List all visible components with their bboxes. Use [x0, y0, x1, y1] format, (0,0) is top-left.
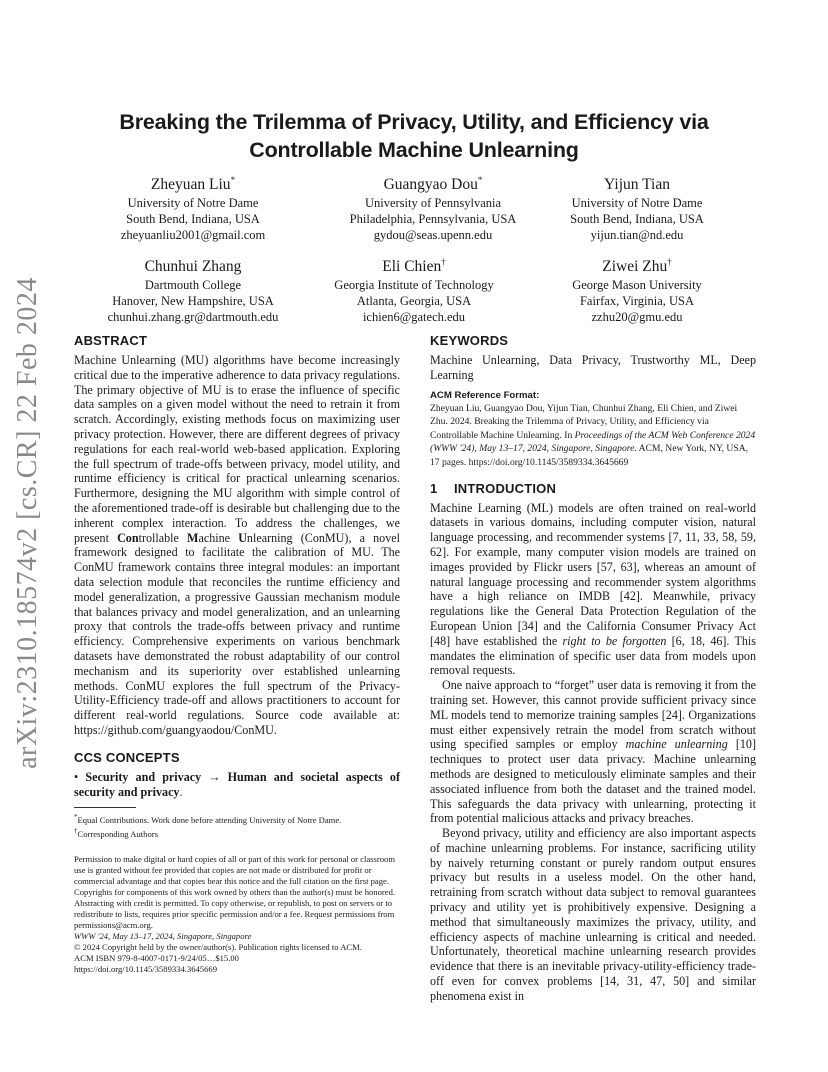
permission-text: Permission to make digital or hard copies of all or part of this work for personal or classroom use is granted without fee provided that copies are not made or distributed for profit or commercial advantage and that copies bear this notice and the full citation on the first page. Copyrights for components of this work owned by others than the author(s) must be honored. Abstracting with credit is permitted. To copy otherwise, or republish, to post on servers or to redistribute to lists, requires prior specific permission and/or a fee. Request permissions from permissions@acm.org. [74, 854, 396, 931]
doi-link[interactable]: https://doi.org/10.1145/3589334.3645669 [74, 964, 217, 975]
author-location: Fairfax, Virginia, USA [579, 294, 695, 309]
keywords-text: Machine Unlearning, Data Privacy, Trustworthy ML, Deep Learning [430, 353, 756, 382]
author-block [517, 175, 757, 244]
author-affiliation: University of Notre Dame [127, 196, 259, 210]
author-block [294, 257, 534, 326]
copyright-line: © 2024 Copyright held by the owner/author(s). Publication rights licensed to ACM. [74, 942, 362, 953]
left-column [74, 332, 400, 975]
author-location: South Bend, Indiana, USA [570, 212, 704, 227]
author-location: Hanover, New Hampshire, USA [112, 294, 274, 309]
intro-paragraph-3: Beyond privacy, utility and efficiency are also important aspects of machine unlearning problems. For instance, sacrificing utility by naively returning constant or purely random output ensures privacy but results in a useless model. On the other hand, retraining from scratch without data subject to removal guarantees privacy and utility yet is prohibitively expensive. Designing a method that simultaneously maximizes the privacy, utility, and efficiency aspects of machine unlearning is critical and needed. Unfortunately, theoretical machine unlearning research provides evidence that there is an inevitable privacy-utility-efficiency trade-off even for convex problems [14, 31, 47, 50] and similar phenomena exist in [430, 826, 756, 1003]
author-name: Yijun Tian [604, 176, 670, 193]
ccs-heading: CCS CONCEPTS [74, 749, 180, 765]
author-name: Eli Chien† [382, 256, 446, 275]
title-line-2: Controllable Machine Unlearning [249, 138, 579, 162]
author-email: zheyuanliu2001@gmail.com [120, 228, 266, 243]
author-affiliation: University of Notre Dame [571, 196, 703, 210]
abstract-text: Machine Unlearning (MU) algorithms have become increasingly critical due to the imperative adherence to data privacy regulations. The primary objective of MU is to erase the influence of specific data samples on a given model without the need to retrain it from scratch. Accordingly, existing methods focus on maximizing user privacy protection. However, there are different degrees of privacy regulations for each real-world web-based application. Exploring the full spectrum of trade-offs between privacy, model utility, and runtime efficiency is critical for practical unlearning scenarios. Furthermore, designing the MU algorithm with simple control of the aforementioned trade-off is desirable but challenging due to the inherent complex interaction. To address the challenges, we present Controllable Machine Unlearning (ConMU), a novel framework designed to facilitate the calibration of MU. The ConMU framework contains three integral modules: an important data selection module that reconciles the runtime efficiency and model generalization, a progressive Gaussian mechanism module that balances privacy and model generalization, and an unlearning proxy that controls the trade-offs between privacy and runtime efficiency. Comprehensive experiments on various benchmark datasets have demonstrated the robust adaptability of our control mechanism and its superiority over established unlearning methods. ConMU explores the full spectrum of the Privacy-Utility-Efficiency trade-off and allows practitioners to account for different real-world regulations. Source code available at: https://github.com/guangyaodou/ConMU. [74, 353, 400, 737]
author-location: Atlanta, Georgia, USA [356, 294, 472, 309]
author-affiliation: Dartmouth College [144, 278, 242, 292]
reference-format-text: Zheyuan Liu, Guangyao Dou, Yijun Tian, Chunhui Zhang, Eli Chien, and Ziwei Zhu. 2024. Breaking the Trilemma of Privacy, Utility, and Efficiency via Controllable Machine Unlearning. In Proceedings of the ACM Web Conference 2024 (WWW '24), May 13–17, 2024, Singapore, Singapore. ACM, New York, NY, USA, 17 pages. https://doi.org/10.1145/3589334.3645669 [430, 402, 756, 468]
author-block [73, 175, 313, 244]
venue-line: WWW '24, May 13–17, 2024, Singapore, Singapore [74, 931, 252, 942]
author-email: yijun.tian@nd.edu [590, 228, 684, 243]
right-column [430, 332, 756, 1004]
author-location: Philadelphia, Pennsylvania, USA [349, 212, 517, 227]
footnote-corresponding: †Corresponding Authors [74, 827, 158, 840]
title-line-1: Breaking the Trilemma of Privacy, Utility, and Efficiency via [119, 110, 709, 134]
ccs-concepts: • Security and privacy → Human and societal aspects of security and privacy. [74, 769, 400, 799]
author-email: zzhu20@gmu.edu [591, 310, 683, 325]
author-location: South Bend, Indiana, USA [126, 212, 260, 227]
introduction-heading: 1 INTRODUCTION [430, 480, 557, 496]
arxiv-id: arXiv:2310.18574v2 [cs.CR] 22 Feb 2024 [12, 277, 43, 769]
author-name: Guangyao Dou* [383, 174, 483, 193]
intro-paragraph-1: Machine Learning (ML) models are often trained on real-world datasets in various domains, including computer vision, natural language processing, and recommender systems [7, 11, 33, 58, 59, 62]. For example, many computer vision models are trained on images provided by Flickr users [57, 63], whereas an amount of natural language processing and recommender system algorithms have a high reliance on IMDB [42]. Meanwhile, privacy regulations like the General Data Protection Regulation of the European Union [34] and the California Consumer Privacy Act [48] have established the right to be forgotten [6, 18, 46]. This mandates the elimination of specific user data from models upon removal requests. [430, 500, 756, 678]
author-affiliation: University of Pennsylvania [364, 196, 502, 210]
author-email: ichien6@gatech.edu [362, 310, 466, 325]
abstract-heading: ABSTRACT [74, 333, 148, 348]
keywords-heading: KEYWORDS [430, 333, 509, 348]
paper-title [74, 108, 754, 164]
footnote-divider [74, 807, 136, 808]
author-email: gydou@seas.upenn.edu [373, 228, 493, 243]
isbn-line: ACM ISBN 979-8-4007-0171-9/24/05…$15.00 [74, 953, 239, 964]
author-email: chunhui.zhang.gr@dartmouth.edu [107, 310, 279, 325]
reference-format-heading: ACM Reference Format: [430, 389, 540, 401]
permission-block [74, 854, 400, 975]
intro-paragraph-2: One naive approach to “forget” user data is removing it from the training set. However, this cannot provide sufficient privacy since ML models tend to memorize training samples [24]. Organizations must either expensively retrain the model from scratch without using specified samples or employ machine unlearning [10] techniques to protect user data privacy. Machine unlearning methods are designed to meticulously eliminate samples and their associated influence from both the dataset and the trained model. This safeguards the data privacy with unlearning, protecting it from potential malicious attacks and privacy breaches. [430, 678, 757, 826]
author-name: Zheyuan Liu* [150, 174, 236, 193]
arxiv-watermark [12, 277, 43, 769]
author-name: Ziwei Zhu† [602, 256, 672, 275]
author-name: Chunhui Zhang [144, 258, 242, 275]
author-affiliation: George Mason University [572, 278, 702, 292]
author-affiliation: Georgia Institute of Technology [334, 278, 494, 292]
footnote-equal: *Equal Contributions. Work done before attending University of Notre Dame. [74, 813, 342, 826]
author-block [73, 257, 313, 326]
author-block [517, 257, 757, 326]
